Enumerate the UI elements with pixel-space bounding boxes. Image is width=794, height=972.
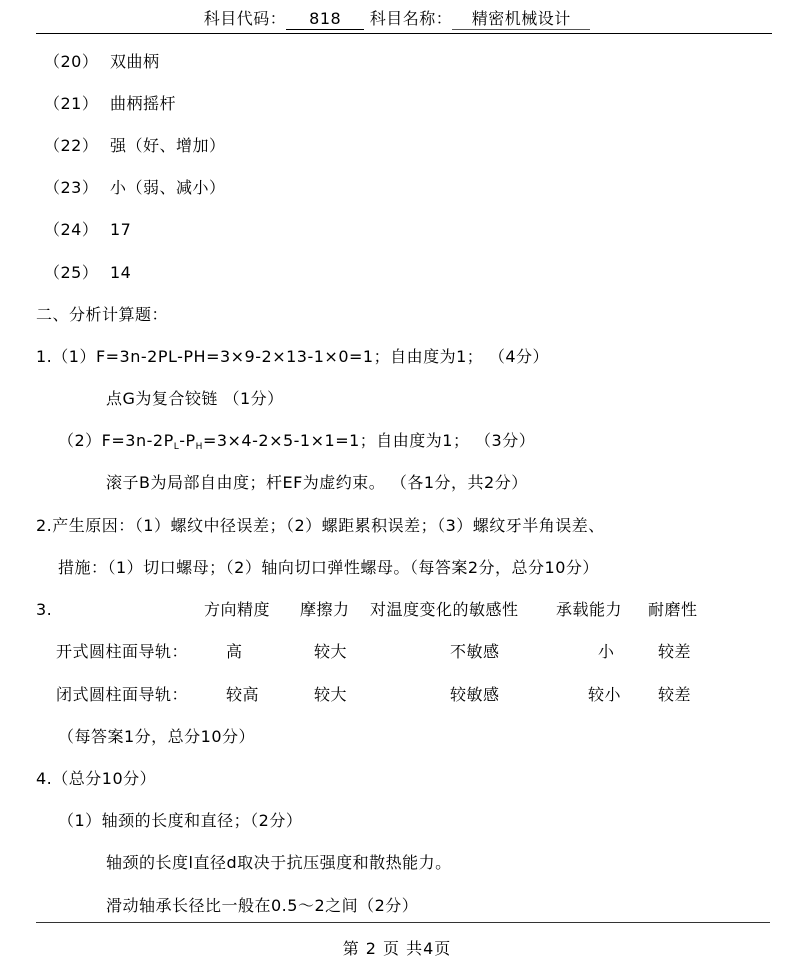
q1-line-1: 1.（1）F=3n-2PL-PH=3×9-2×13-1×0=1；自由度为1； （4分） (36, 347, 550, 366)
table-cell: 高 (226, 642, 243, 661)
q1-line-2: 点G为复合铰链 （1分） (106, 389, 284, 408)
answer-number: （20） (44, 52, 99, 71)
subject-code-value: 818 (286, 9, 364, 30)
table-cell: 较大 (314, 642, 348, 661)
answer-row (44, 219, 131, 241)
answer-text: 17 (110, 220, 132, 239)
formula-suffix: =3×4-2×5-1×1=1；自由度为1； （3分） (202, 431, 536, 450)
row-label: 开式圆柱面导轨： (56, 642, 189, 661)
q2-line-2: 措施：（1）切口螺母；（2）轴向切口弹性螺母。（每答案2分，总分10分） (58, 558, 599, 577)
answer-number: （24） (44, 220, 99, 239)
table-cell: 小 (598, 642, 615, 661)
answer-row (44, 135, 226, 157)
q2-line-1: 2.产生原因：（1）螺纹中径误差；（2）螺距累积误差；（3）螺纹牙半角误差、 (36, 516, 605, 535)
subscript-l: L (173, 442, 180, 452)
answer-row (44, 51, 160, 73)
q1-line-4: 滚子B为局部自由度；杆EF为虚约束。 （各1分，共2分） (106, 473, 528, 492)
table-cell: 不敏感 (450, 642, 500, 661)
q4-line-4: 滑动轴承长径比一般在0.5～2之间（2分） (106, 896, 419, 915)
answer-text: 双曲柄 (110, 52, 160, 71)
page-number: 第 2 页 共4页 (342, 939, 452, 958)
footer-divider (36, 922, 770, 923)
answer-row (44, 93, 176, 115)
q3-table-row (0, 684, 794, 706)
answer-row (44, 262, 131, 284)
q3-table-row (0, 641, 794, 663)
table-cell: 较大 (314, 685, 348, 704)
page-header (0, 8, 794, 30)
answer-text: 小（弱、减小） (110, 178, 226, 197)
q4-line-3: 轴颈的长度l直径d取决于抗压强度和散热能力。 (106, 853, 452, 872)
subject-name-value: 精密机械设计 (452, 9, 590, 30)
q3-number: 3. (36, 600, 53, 619)
col-header: 对温度变化的敏感性 (370, 600, 519, 619)
subject-name-label: 科目名称： (369, 9, 453, 28)
answer-number: （23） (44, 178, 99, 197)
answer-row (44, 177, 226, 199)
q3-note: （每答案1分，总分10分） (58, 727, 256, 746)
section-title: 二、分析计算题： (36, 305, 169, 324)
answer-number: （25） (44, 263, 99, 282)
answer-number: （21） (44, 94, 99, 113)
answer-text: 强（好、增加） (110, 136, 226, 155)
header-divider (36, 33, 772, 34)
subject-code-label: 科目代码： (203, 9, 287, 28)
col-header: 耐磨性 (648, 600, 698, 619)
row-label: 闭式圆柱面导轨： (56, 685, 189, 704)
table-cell: 较差 (658, 642, 692, 661)
col-header: 摩擦力 (300, 600, 350, 619)
table-cell: 较高 (226, 685, 260, 704)
answer-text: 14 (110, 263, 132, 282)
q3-header-row (0, 599, 794, 621)
q4-line-1: 4.（总分10分） (36, 769, 157, 788)
table-cell: 较小 (588, 685, 622, 704)
subscript-h: H (195, 442, 203, 452)
answer-text: 曲柄摇杆 (110, 94, 177, 113)
q4-line-2: （1）轴颈的长度和直径；（2分） (58, 811, 303, 830)
table-cell: 较差 (658, 685, 692, 704)
answer-number: （22） (44, 136, 99, 155)
col-header: 承载能力 (556, 600, 623, 619)
formula-mid: -P (179, 431, 196, 450)
table-cell: 较敏感 (450, 685, 500, 704)
col-header: 方向精度 (204, 600, 271, 619)
formula-prefix: （2）F=3n-2P (58, 431, 174, 450)
q1-line-3 (58, 430, 535, 458)
